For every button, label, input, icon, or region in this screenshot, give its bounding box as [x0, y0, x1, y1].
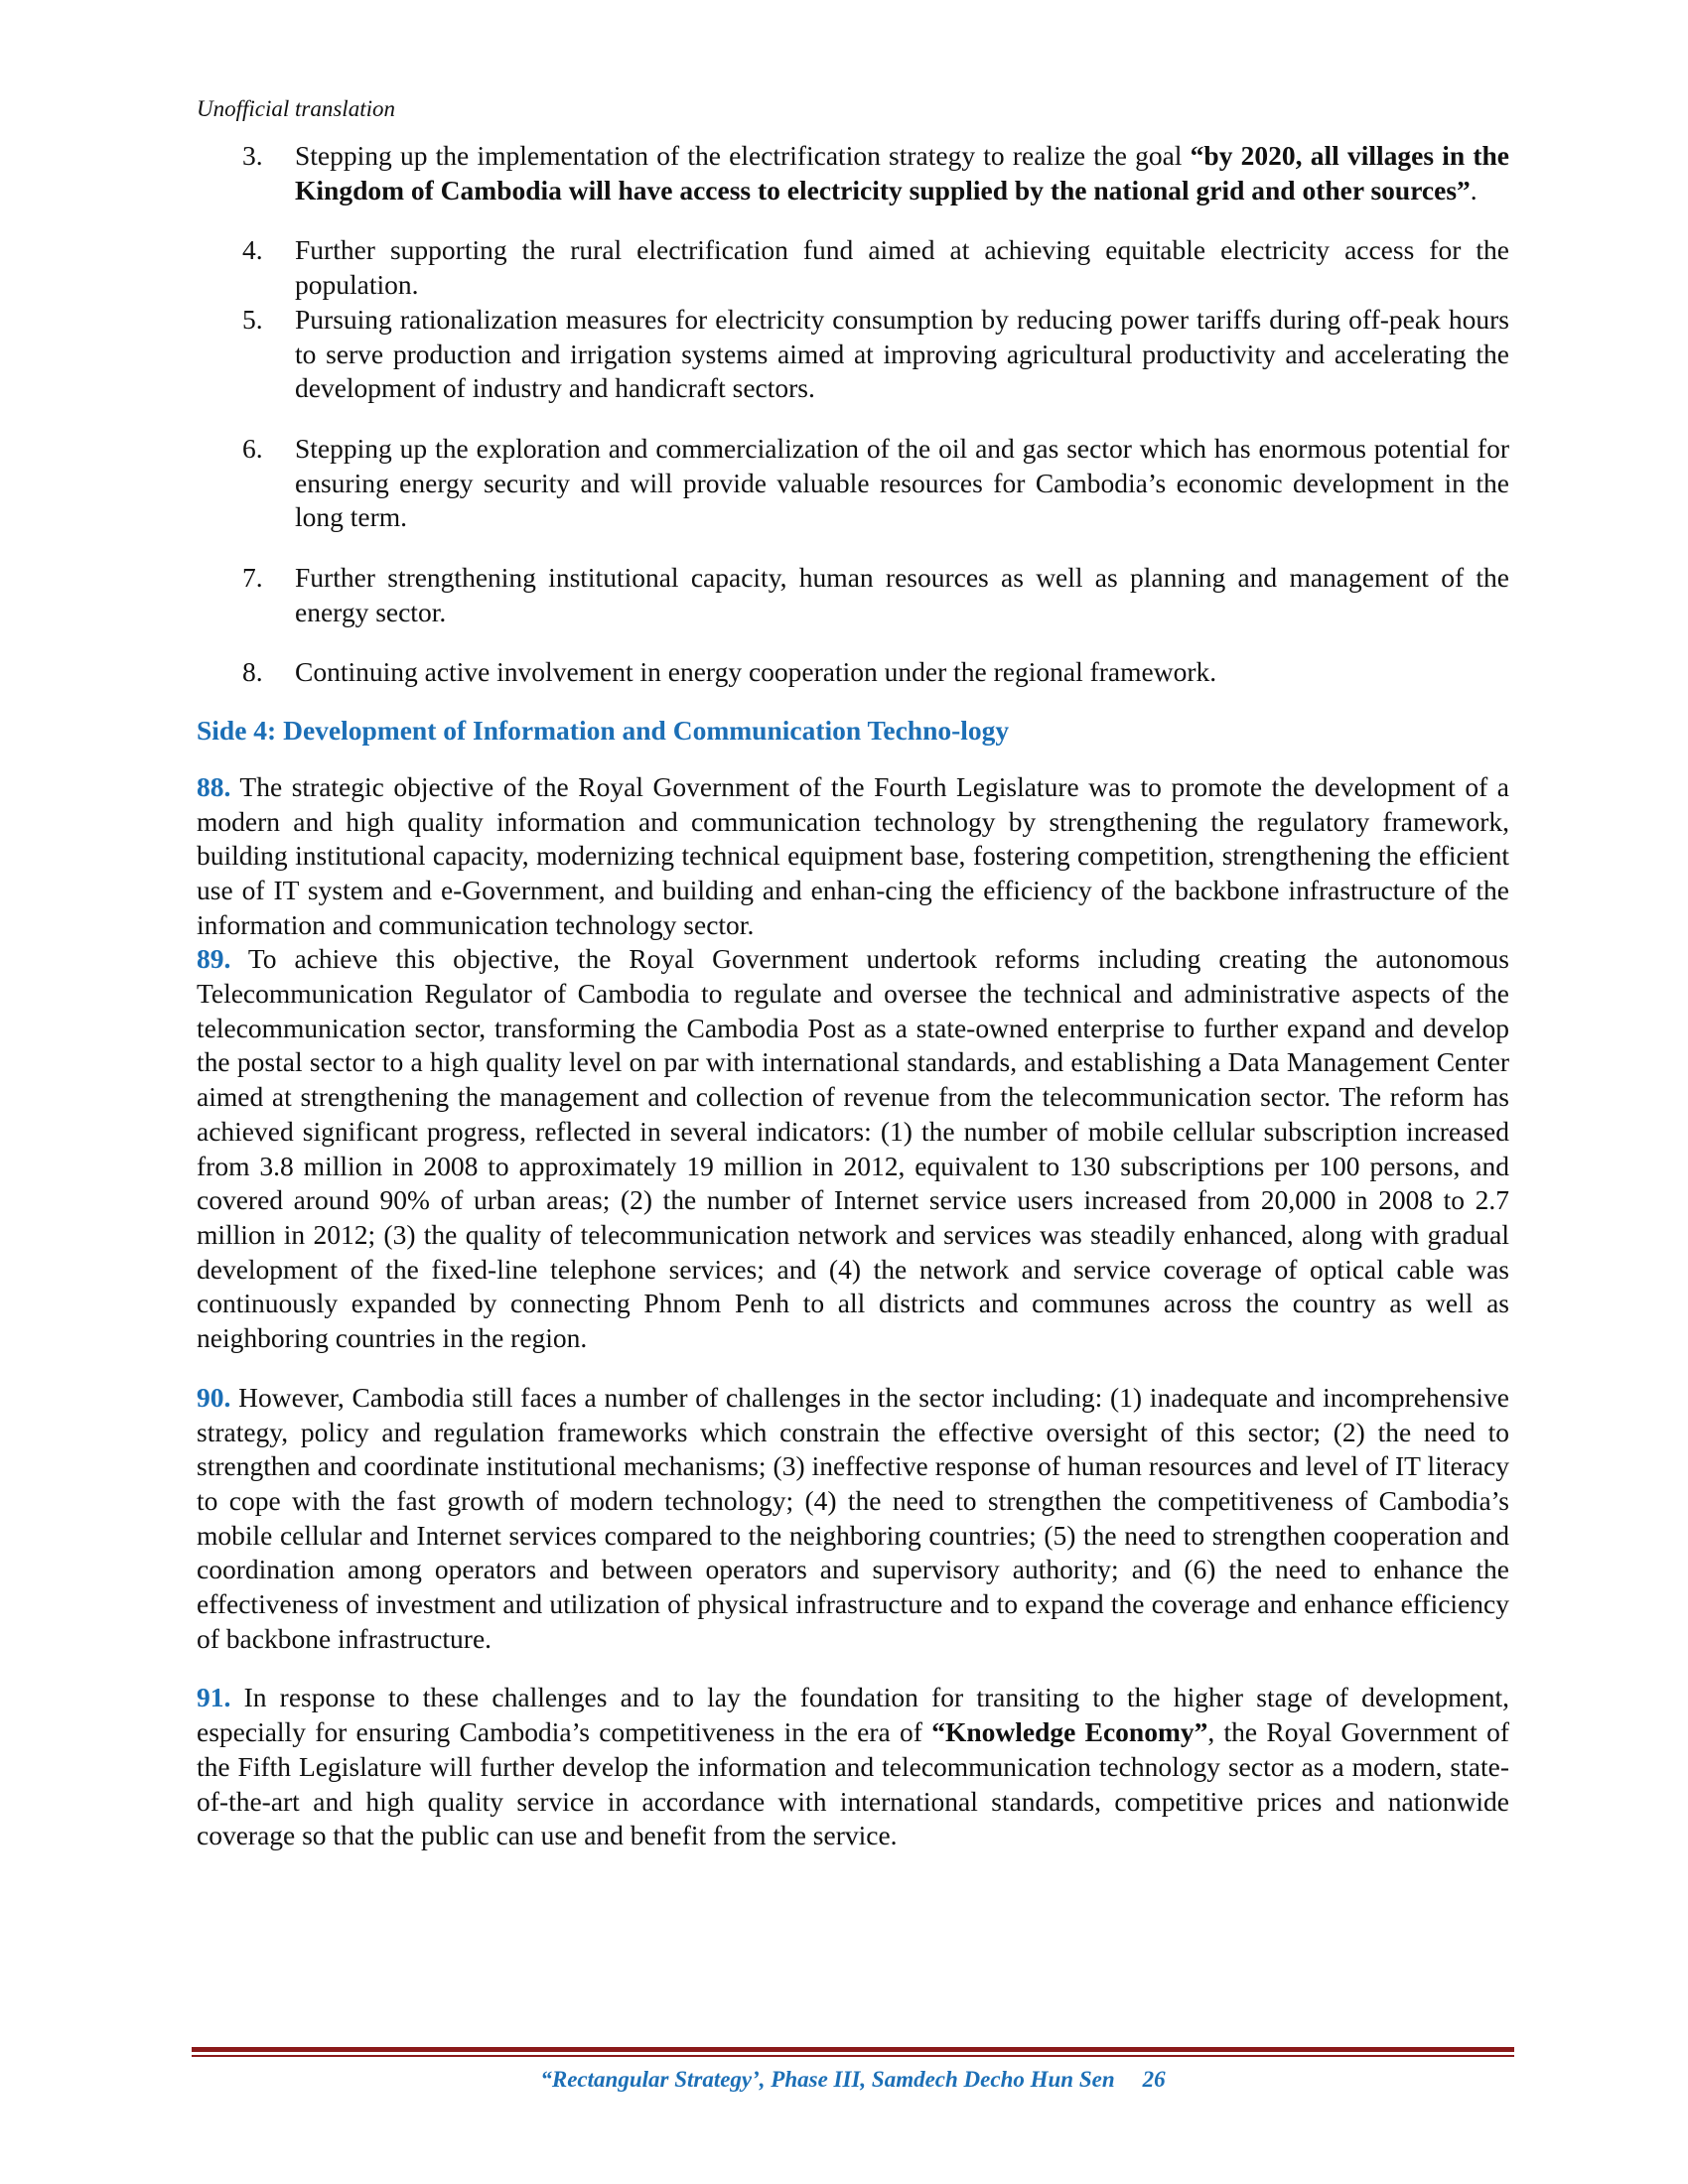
list-item-text: Further supporting the rural electrification fund aimed at achieving equitable electricity access for the population. [295, 234, 1509, 301]
list-item-text: Further strengthening institutional capacity, human resources as well as planning and management of the energy sector. [295, 562, 1509, 627]
list-item [197, 233, 1509, 302]
list-item [197, 139, 1509, 207]
list-item-number: 6. [242, 432, 263, 464]
paragraph-emphasis: “Knowledge Economy” [931, 1716, 1208, 1748]
paragraph-text: To achieve this objective, the Royal Government undertook reforms including creating the autonomous Telecommunication Regulator of Cambodia to regulate and oversee the technical and administrative aspects of the telecommunication sector, transforming the Cambodia Post as a state-owned enterprise to further expand and develop the postal sector to a high quality level on par with international standards, and establishing a Data Management Center aimed at strengthening the management and collection of revenue from the telecommunication sector. The reform has achieved significant progress, reflected in several indicators: (1) the number of mobile cellular subscription increased from 3.8 million in 2008 to approximately 19 million in 2012, equivalent to 130 subscriptions per 100 persons, and covered around 90% of urban areas; (2) the number of Internet service users increased from 20,000 in 2008 to 2.7 million in 2012; (3) the quality of telecommunication network and services was steadily enhanced, along with gradual development of the fixed-line telephone services; and (4) the network and service coverage of optical cable was continuously expanded by connecting Phnom Penh to all districts and communes across the country as well as neighboring countries in the region. [197, 943, 1509, 1354]
paragraph-text: The strategic objective of the Royal Government of the Fourth Legislature was to promote the development of a modern and high quality information and communication technology by strengthening the regulatory framework, building institutional capacity, modernizing technical equipment base, fostering competition, strengthening the efficient use of IT system and e-Government, and building and enhan-cing the efficiency of the backbone infrastructure of the information and communication technology sector. [197, 770, 1509, 940]
list-item-number: 7. [242, 562, 263, 594]
paragraph-91 [197, 1681, 1509, 1853]
paragraph-text-end: , the Royal Government of the Fifth Legislature will further develop the information and telecommunication technology sector as a modern, state-of-the-art and high quality service in accordance with international standards, competitive prices and nationwide coverage so that the public can use and benefit from the service. [197, 1716, 1509, 1851]
list-item [197, 561, 1509, 629]
paragraph-88 [197, 770, 1509, 943]
list-item-text-end: . [1470, 174, 1477, 205]
document-page [197, 95, 1509, 1853]
list-item-number: 3. [242, 140, 263, 171]
footer-title: “Rectangular Strategy’, Phase III, Samdech Decho Hun Sen [540, 2067, 1115, 2092]
list-item-number: 8. [242, 656, 263, 688]
paragraph-number: 88. [197, 770, 231, 802]
paragraph-89 [197, 942, 1509, 1355]
list-item-number: 4. [242, 234, 263, 266]
section-heading: Side 4: Development of Information and Communication Techno-logy [197, 715, 1010, 747]
footer-rule-thick [192, 2047, 1514, 2052]
list-item-text: Stepping up the implementation of the electrification strategy to realize the goal [295, 140, 1191, 171]
list-item-text: Continuing active involvement in energy cooperation under the regional framework. [295, 656, 1217, 688]
list-item [197, 432, 1509, 535]
list-item-number: 5. [242, 303, 263, 335]
list-item [197, 303, 1509, 406]
footer-caption [192, 2067, 1514, 2093]
list-item-text: Stepping up the exploration and commercialization of the oil and gas sector which has enormous potential for ensuring energy security and will provide valuable resources for Cambodia’s economic development in the long term. [295, 432, 1509, 533]
paragraph-number: 90. [197, 1381, 231, 1413]
paragraph-number: 91. [197, 1682, 231, 1713]
list-item-text: Pursuing rationalization measures for electricity consumption by reducing power tariffs during off-peak hours to serve production and irrigation systems aimed at improving agricultural productivity and accelerating the development of industry and handicraft sectors. [295, 303, 1509, 404]
paragraph-number: 89. [197, 943, 231, 975]
paragraph-90 [197, 1381, 1509, 1657]
page-footer [192, 2047, 1514, 2093]
page-number: 26 [1142, 2067, 1166, 2092]
footer-rule-thin [192, 2055, 1514, 2057]
header-note: Unofficial translation [197, 96, 395, 121]
list-item-emphasis: “by 2020, all villages in the Kingdom of Cambodia will have access to electricity supplied by the national grid and other sources” [295, 140, 1509, 205]
energy-measures-list [197, 139, 1509, 690]
paragraph-text: In response to these challenges and to lay the foundation for transiting to the higher stage of development, especially for ensuring Cambodia’s competitiveness in the era of [197, 1682, 1509, 1748]
list-item [197, 655, 1509, 690]
paragraph-text: However, Cambodia still faces a number of challenges in the sector including: (1) inadequate and incomprehensive strategy, policy and regulation frameworks which constrain the effective oversight of this sector; (2) the need to strengthen and coordinate institutional mechanisms; (3) ineffective response of human resources and level of IT literacy to cope with the fast growth of modern technology; (4) the need to strengthen the competitiveness of Cambodia’s mobile cellular and Internet services compared to the neighboring countries; (5) the need to strengthen cooperation and coordination among operators and between operators and supervisory authority; and (6) the need to enhance the effectiveness of investment and utilization of physical infrastructure and to expand the coverage and enhance efficiency of backbone infrastructure. [197, 1381, 1510, 1654]
